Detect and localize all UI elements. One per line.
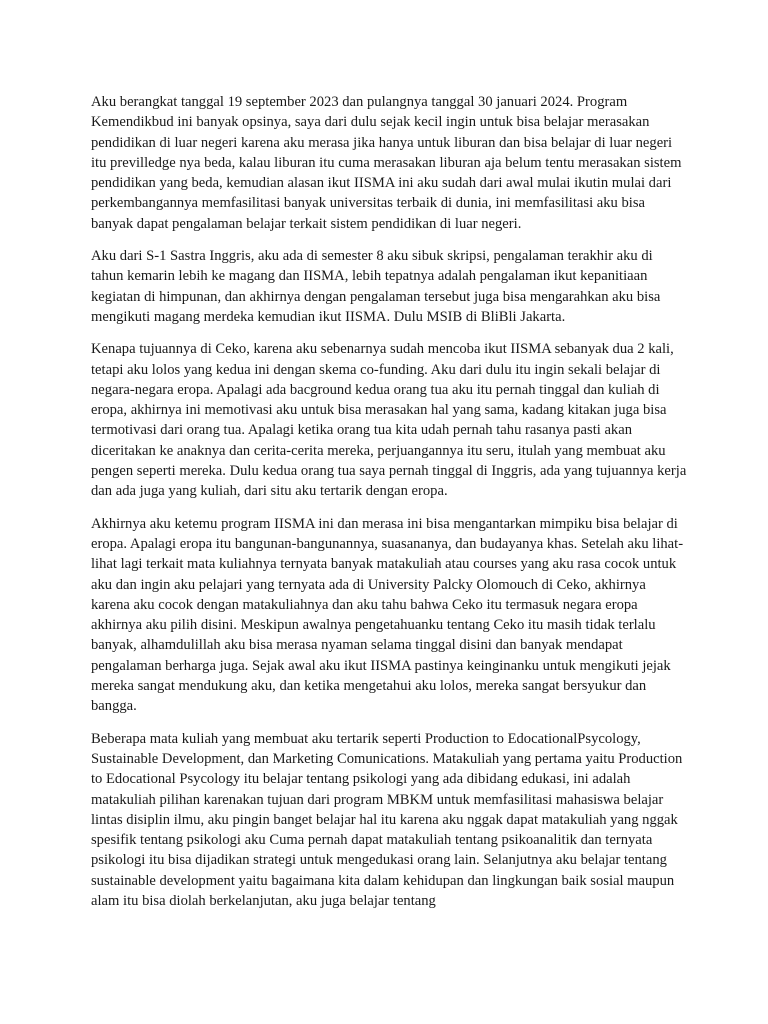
paragraph-4: Akhirnya aku ketemu program IISMA ini dan merasa ini bisa mengantarkan mimpiku bisa belajar di eropa. Apalagi eropa itu bangunan-bangunannya, suasananya, dan budayanya khas. Setelah aku lihat-lihat lagi terkait mata kuliahnya ternyata banyak matakuliah atau courses yang aku rasa cocok untuk aku dan ingin aku pelajari yang ternyata ada di University Palcky Olomouch di Ceko, akhirnya karena aku cocok dengan matakuliahnya dan aku tahu bahwa Ceko itu termasuk negara eropa akhirnya aku pilih disini. Meskipun awalnya pengetahuanku tentang Ceko itu masih tidak terlalu banyak, alhamdulillah aku bisa merasa nyaman selama tinggal disini dan banyak mendapat pengalaman berharga juga. Sejak awal aku ikut IISMA pastinya keinginanku untuk mengikuti jejak mereka sangat mendukung aku, dan ketika mengetahui aku lolos, mereka sangat bersyukur dan bangga. <box>91 515 684 715</box>
paragraph-1: Aku berangkat tanggal 19 september 2023 dan pulangnya tanggal 30 januari 2024. Program Kemendikbud ini banyak opsinya, saya dari dulu sejak kecil ingin untuk bisa belajar merasakan pendidikan di luar negeri karena aku merasa jika hanya untuk liburan dan bisa belajar di luar negeri itu previlledge nya beda, kalau liburan itu cuma merasakan liburan aja belum tentu merasakan sistem pendidikan yang beda, kemudian alasan ikut IISMA ini aku sudah dari awal mulai ikutin mulai dari perkembangannya memfasilitasi banyak universitas terbaik di dunia, ini memfasilitasi aku bisa banyak dapat pengalaman belajar terkait sistem pendidikan di luar negeri. <box>91 94 682 232</box>
paragraph-2: Aku dari S-1 Sastra Inggris, aku ada di semester 8 aku sibuk skripsi, pengalaman terakhir aku di tahun kemarin lebih ke magang dan IISMA, lebih tepatnya adalah pengalaman ikut kepanitiaan kegiatan di himpunan, dan akhirnya dengan pengalaman tersebut juga bisa mengarahkan aku bisa mengikuti magang merdeka kemudian ikut IISMA. Dulu MSIB di BliBli Jakarta. <box>91 248 661 325</box>
paragraph-3: Kenapa tujuannya di Ceko, karena aku sebenarnya sudah mencoba ikut IISMA sebanyak dua 2 kali, tetapi aku lolos yang kedua ini dengan skema co-funding. Aku dari dulu itu ingin sekali belajar di negara-negara eropa. Apalagi ada bacground kedua orang tua aku itu pernah tinggal dan kuliah di eropa, akhirnya ini memotivasi aku untuk bisa merasakan hal yang sama, kadang kitakan juga bisa termotivasi dari orang tua. Apalagi ketika orang tua kita udah pernah tahu rasanya pasti akan diceritakan ke anaknya dan cerita-cerita mereka, perjuangannya itu seru, itulah yang membuat aku pengen seperti mereka. Dulu kedua orang tua saya pernah tinggal di Inggris, ada yang tujuannya kerja dan ada juga yang kuliah, dari situ aku tertarik dengan eropa. <box>91 341 687 500</box>
paragraph-5: Beberapa mata kuliah yang membuat aku tertarik seperti Production to EdocationalPsycology, Sustainable Development, dan Marketing Comunications. Matakuliah yang pertama yaitu Production to Edocational Psycology itu belajar tentang psikologi yang ada dibidang edukasi, ini adalah matakuliah pilihan karenakan tujuan dari program MBKM untuk memfasilitasi mahasiswa belajar lintas disiplin ilmu, aku pingin banget belajar hal itu karena aku nggak dapat matakuliah yang nggak spesifik tentang psikologi aku Cuma pernah dapat matakuliah tentang psikoanalitik dan ternyata psikologi itu bisa dijadikan strategi untuk mengedukasi orang lain. Selanjutnya aku belajar tentang sustainable development yaitu bagaimana kita dalam kehidupan dan lingkungan baik sosial maupun alam itu bisa diolah berkelanjutan, aku juga belajar tentang <box>91 730 683 909</box>
